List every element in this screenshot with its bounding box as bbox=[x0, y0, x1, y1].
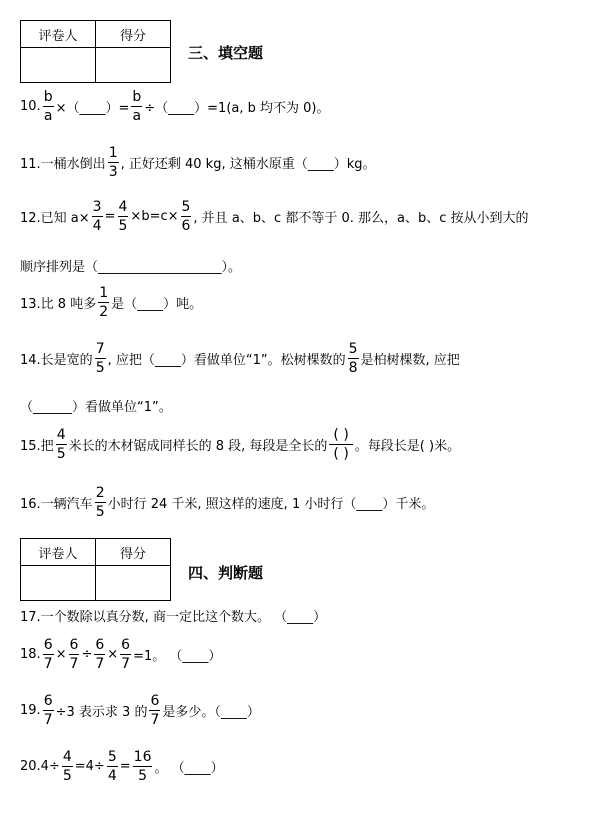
section-4-title: 四、判断题 bbox=[188, 564, 264, 582]
q18-fraction-1: $\frac{6}{7}$ bbox=[43, 637, 53, 672]
question-20 bbox=[20, 750, 224, 783]
question-14-line-2: （______）看做单位“1”。 bbox=[20, 400, 172, 415]
q18-text-3: ÷ bbox=[81, 647, 93, 662]
question-10 bbox=[20, 90, 329, 123]
q18-text-1: 18. bbox=[20, 647, 41, 662]
q14-text-2: , 应把（____）看做单位“1”。松树棵数的 bbox=[107, 353, 346, 368]
score-table-section-4 bbox=[20, 538, 171, 601]
q10-fraction-2: $\frac{b}{a}$ bbox=[132, 89, 142, 124]
q19-text-2: ÷3 表示求 3 的 bbox=[55, 705, 148, 720]
q14-fraction-1: $\frac{7}{5}$ bbox=[95, 341, 105, 376]
q18-fraction-4: $\frac{6}{7}$ bbox=[121, 637, 131, 672]
q14-text-1: 14.长是宽的 bbox=[20, 353, 93, 368]
reviewer-cell bbox=[21, 48, 96, 83]
question-12 bbox=[20, 200, 528, 233]
q16-text-1: 16.一辆汽车 bbox=[20, 497, 93, 512]
q18-fraction-2: $\frac{6}{7}$ bbox=[69, 637, 79, 672]
q18-text-5: =1。 （____） bbox=[133, 649, 222, 664]
q10-text-1: ×（____）= bbox=[55, 101, 130, 116]
q12-text-2: = bbox=[104, 209, 116, 224]
q20-fraction-3: $\frac{16}{5}$ bbox=[133, 749, 152, 784]
question-13 bbox=[20, 286, 202, 319]
q13-text-1: 13.比 8 吨多 bbox=[20, 297, 97, 312]
q20-text-3: = bbox=[119, 759, 131, 774]
q20-text-1: 20.4÷ bbox=[20, 759, 60, 774]
q11-text-2: , 正好还剩 40 kg, 这桶水原重（____）kg。 bbox=[120, 157, 376, 172]
q15-text-1: 15.把 bbox=[20, 439, 54, 454]
section-3-title: 三、填空题 bbox=[188, 44, 264, 62]
q13-text-2: 是（____）吨。 bbox=[111, 297, 203, 312]
q18-fraction-3: $\frac{6}{7}$ bbox=[95, 637, 105, 672]
score-header: 得分 bbox=[96, 539, 171, 566]
q12-text-4: , 并且 a、b、c 都不等于 0. 那么，a、b、c 按从小到大的 bbox=[193, 211, 529, 226]
question-12-line-2: 顺序排列是（___________________）。 bbox=[20, 260, 242, 275]
q12-fraction-1: $\frac{3}{4}$ bbox=[92, 199, 102, 234]
q14-fraction-2: $\frac{5}{8}$ bbox=[348, 341, 358, 376]
score-header: 得分 bbox=[96, 21, 171, 48]
reviewer-header: 评卷人 bbox=[21, 21, 96, 48]
q14-text-3: 是柏树棵数, 应把 bbox=[360, 353, 460, 368]
q12-fraction-2: $\frac{4}{5}$ bbox=[118, 199, 128, 234]
q19-fraction-2: $\frac{6}{7}$ bbox=[150, 693, 160, 728]
q20-text-4: 。 （____） bbox=[154, 761, 224, 776]
q11-fraction-1: $\frac{1}{3}$ bbox=[108, 145, 118, 180]
q12-text-1: 12.已知 a× bbox=[20, 211, 90, 226]
q15-fraction-blank[interactable]: $\frac{( )}{( )}$ bbox=[329, 428, 352, 461]
score-cell bbox=[96, 48, 171, 83]
q10-number: 10. bbox=[20, 99, 41, 114]
q20-fraction-1: $\frac{4}{5}$ bbox=[62, 749, 72, 784]
question-19 bbox=[20, 694, 260, 727]
q16-fraction-1: $\frac{2}{5}$ bbox=[95, 485, 105, 520]
question-15 bbox=[20, 428, 460, 461]
q19-fraction-1: $\frac{6}{7}$ bbox=[43, 693, 53, 728]
q15-fraction-1: $\frac{4}{5}$ bbox=[56, 427, 66, 462]
score-cell bbox=[96, 566, 171, 601]
q10-fraction-1: $\frac{b}{a}$ bbox=[43, 89, 53, 124]
question-18 bbox=[20, 638, 221, 671]
q16-text-2: 小时行 24 千米, 照这样的速度, 1 小时行（____）千米。 bbox=[107, 497, 435, 512]
question-16 bbox=[20, 486, 434, 519]
q12-text-3: ×b=c× bbox=[130, 209, 179, 224]
q19-text-1: 19. bbox=[20, 703, 41, 718]
q11-text-1: 11.一桶水倒出 bbox=[20, 157, 106, 172]
q19-text-3: 是多少。（____） bbox=[162, 705, 260, 720]
q18-text-2: × bbox=[55, 647, 67, 662]
q15-text-3: 。每段长是( )米。 bbox=[354, 439, 461, 454]
q15-text-2: 米长的木材锯成同样长的 8 段, 每段是全长的 bbox=[68, 439, 328, 454]
q18-text-4: × bbox=[107, 647, 119, 662]
question-14 bbox=[20, 342, 460, 375]
q20-fraction-2: $\frac{5}{4}$ bbox=[107, 749, 117, 784]
reviewer-header: 评卷人 bbox=[21, 539, 96, 566]
q13-fraction-1: $\frac{1}{2}$ bbox=[99, 285, 109, 320]
score-table-section-3 bbox=[20, 20, 171, 83]
question-17: 17.一个数除以真分数, 商一定比这个数大。 （____） bbox=[20, 610, 327, 625]
q20-text-2: =4÷ bbox=[74, 759, 105, 774]
q12-fraction-3: $\frac{5}{6}$ bbox=[181, 199, 191, 234]
q10-text-2: ÷（____）=1(a, b 均不为 0)。 bbox=[144, 101, 330, 116]
question-11 bbox=[20, 146, 376, 179]
reviewer-cell bbox=[21, 566, 96, 601]
